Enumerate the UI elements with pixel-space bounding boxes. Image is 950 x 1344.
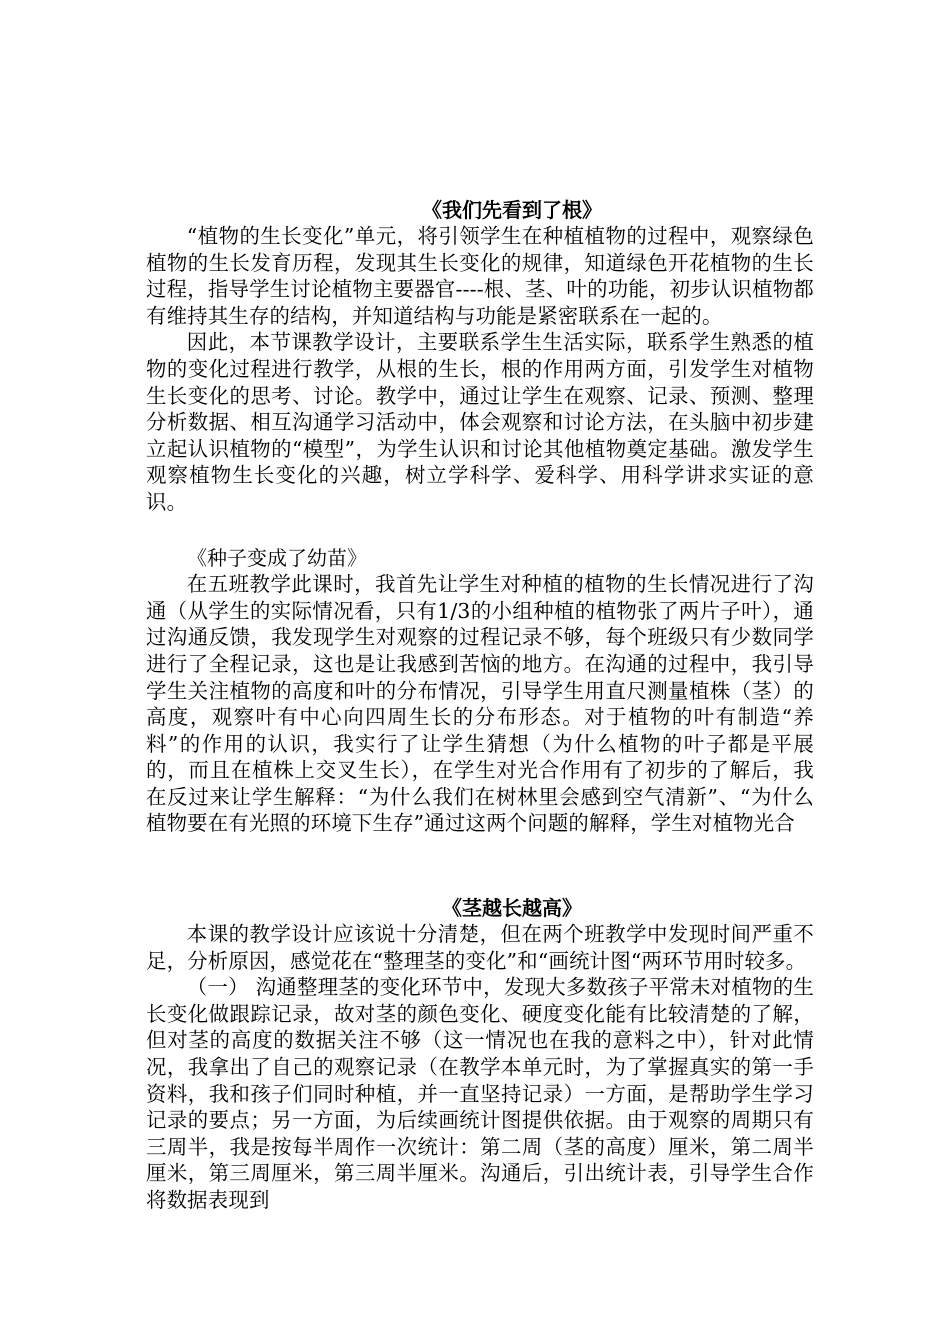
document-page — [146, 197, 814, 1214]
section-title-stem: 《茎越长越高》 — [442, 896, 582, 921]
paragraph: 在五班教学此课时，我首先让学生对种植的植物的生长情况进行了沟通（从学生的实际情况看，只有1/3的小组种植的植物张了两片子叶），通过沟通反馈，我发现学生对观察的过程记录不够，每个班级只有少数同学进行了全程记录，这也是让我感到苦恼的地方。在沟通的过程中，我引导学生关注植物的高度和叶的分布情况，引导学生用直尺测量植株（茎）的高度，观察叶有中心向四周生长的分布形态。对于植物的叶有制造“养料”的作用的认识，我实行了让学生猜想（为什么植物的叶子都是平展的，而且在植株上交叉生长），在学生对光合作用有了初步的了解后，我在反过来让学生解释：“为什么我们在树林里会感到空气清新”、“为什么植物要在有光照的环境下生存”通过这两个问题的解释，学生对植物光合 — [146, 572, 814, 836]
paragraph: 因此，本节课教学设计，主要联系学生生活实际，联系学生熟悉的植物的变化过程进行教学，从根的生长，根的作用两方面，引发学生对植物生长变化的思考、讨论。教学中，通过让学生在观察、记录、预测、整理分析数据、相互沟通学习活动中，体会观察和讨论方法，在头脑中初步建立起认识植物的“模型”，为学生认识和讨论其他植物奠定基础。激发学生观察植物生长变化的兴趣，树立学科学、爱科学、用科学讲求实证的意识。 — [146, 330, 814, 514]
spacer — [146, 837, 814, 889]
section-title-roots: 《我们先看到了根》 — [422, 198, 602, 222]
paragraph: （一） 沟通整理茎的变化环节中，发现大多数孩子平常未对植物的生长变化做跟踪记录，故对茎的颜色变化、硬度变化能有比较清楚的了解，但对茎的高度的数据关注不够（这一情况也在我的意料之中），针对此情况，我拿出了自己的观察记录（在教学本单元时，为了掌握真实的第一手资料，我和孩子们同时种植，并一直坚持记录）一方面，是帮助学生学习记录的要点；另一方面，为后续画统计图提供依据。由于观察的周期只有三周半，我是按每半周作一次统计：第二周（茎的高度）厘米，第二周半厘米，第三周厘米，第三周半厘米。沟通后，引出统计表，引导学生合作将数据表现到 — [146, 975, 814, 1212]
section-title-seedling: 《种子变成了幼苗》 — [187, 545, 367, 570]
spacer — [146, 516, 814, 545]
paragraph: 本课的教学设计应该说十分清楚，但在两个班教学中发现时间严重不足，分析原因，感觉花在“整理茎的变化”和“画统计图“两环节用时较多。 — [146, 922, 814, 973]
paragraph: “植物的生长变化”单元，将引领学生在种植植物的过程中，观察绿色植物的生长发育历程，发现其生长变化的规律，知道绿色开花植物的生长过程，指导学生讨论植物主要器官----根、茎、叶的功能，初步认识植物都有维持其生存的结构，并知道结构与功能是紧密联系在一起的。 — [146, 224, 814, 328]
